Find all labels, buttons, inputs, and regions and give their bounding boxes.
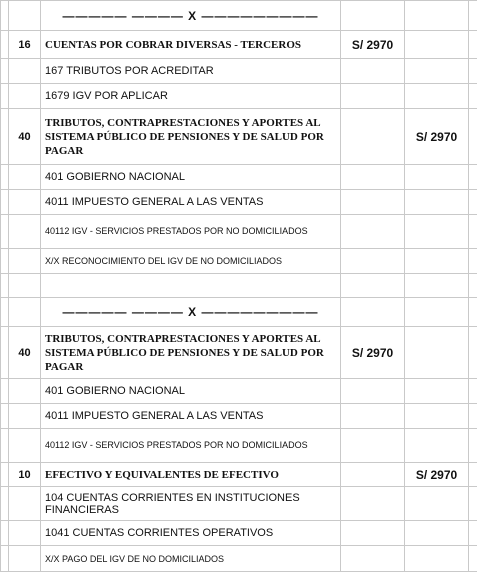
margin-cell	[469, 463, 477, 487]
margin-cell	[469, 546, 477, 572]
credit-amount-cell	[405, 249, 469, 274]
credit-amount-cell: S/ 2970	[405, 463, 469, 487]
table-row	[1, 215, 477, 249]
credit-amount-cell	[405, 165, 469, 190]
margin-cell	[1, 298, 9, 327]
margin-cell	[1, 429, 9, 463]
description-cell: 1041 CUENTAS CORRIENTES OPERATIVOS	[41, 521, 341, 546]
margin-cell	[1, 215, 9, 249]
account-code-cell	[9, 249, 41, 274]
account-code-cell	[9, 487, 41, 521]
table-row	[1, 190, 477, 215]
credit-amount-cell: S/ 2970	[405, 109, 469, 165]
debit-amount-cell: S/ 2970	[341, 327, 405, 379]
description-cell: 40112 IGV - SERVICIOS PRESTADOS POR NO DOMICILIADOS	[41, 215, 341, 249]
margin-cell	[469, 487, 477, 521]
description-cell: X/X RECONOCIMIENTO DEL IGV DE NO DOMICILIADOS	[41, 249, 341, 274]
margin-cell	[1, 1, 9, 31]
debit-amount-cell	[341, 84, 405, 109]
account-code-cell: 40	[9, 109, 41, 165]
credit-amount-cell	[405, 1, 469, 31]
credit-amount-cell	[405, 404, 469, 429]
margin-cell	[1, 59, 9, 84]
margin-cell	[1, 249, 9, 274]
account-code-cell	[9, 84, 41, 109]
margin-cell	[469, 379, 477, 404]
credit-amount-cell	[405, 546, 469, 572]
debit-amount-cell	[341, 429, 405, 463]
account-code-cell: 10	[9, 463, 41, 487]
margin-cell	[1, 463, 9, 487]
margin-cell	[469, 404, 477, 429]
table-row	[1, 165, 477, 190]
description-cell: 104 CUENTAS CORRIENTES EN INSTITUCIONES FINANCIERAS	[41, 487, 341, 521]
account-code-cell	[9, 165, 41, 190]
description-cell: 1679 IGV POR APLICAR	[41, 84, 341, 109]
credit-amount-cell	[405, 31, 469, 59]
divider-row	[1, 298, 477, 327]
description-cell: 401 GOBIERNO NACIONAL	[41, 379, 341, 404]
credit-amount-cell	[405, 215, 469, 249]
margin-cell	[1, 190, 9, 215]
credit-amount-cell	[405, 190, 469, 215]
debit-amount-cell	[341, 404, 405, 429]
margin-cell	[469, 31, 477, 59]
description-cell: TRIBUTOS, CONTRAPRESTACIONES Y APORTES AL SISTEMA PÚBLICO DE PENSIONES Y DE SALUD POR PAGAR	[41, 109, 341, 165]
margin-cell	[1, 31, 9, 59]
margin-cell	[469, 190, 477, 215]
margin-cell	[1, 274, 9, 298]
credit-amount-cell	[405, 327, 469, 379]
account-code-cell	[9, 274, 41, 298]
table-row	[1, 487, 477, 521]
account-code-cell	[9, 59, 41, 84]
debit-amount-cell	[341, 109, 405, 165]
debit-amount-cell	[341, 487, 405, 521]
margin-cell	[469, 429, 477, 463]
description-cell: ————— ———— X —————————	[41, 298, 341, 327]
description-cell: 4011 IMPUESTO GENERAL A LAS VENTAS	[41, 404, 341, 429]
margin-cell	[469, 84, 477, 109]
margin-cell	[469, 165, 477, 190]
table-row	[1, 546, 477, 572]
description-cell: 167 TRIBUTOS POR ACREDITAR	[41, 59, 341, 84]
debit-amount-cell	[341, 274, 405, 298]
debit-amount-cell	[341, 165, 405, 190]
account-row	[1, 109, 477, 165]
debit-amount-cell: S/ 2970	[341, 31, 405, 59]
account-code-cell	[9, 521, 41, 546]
margin-cell	[469, 109, 477, 165]
description-cell	[41, 274, 341, 298]
credit-amount-cell	[405, 487, 469, 521]
account-row	[1, 463, 477, 487]
debit-amount-cell	[341, 298, 405, 327]
margin-cell	[1, 404, 9, 429]
table-row	[1, 249, 477, 274]
description-cell: 4011 IMPUESTO GENERAL A LAS VENTAS	[41, 190, 341, 215]
account-code-cell	[9, 1, 41, 31]
margin-cell	[1, 327, 9, 379]
margin-cell	[1, 487, 9, 521]
account-code-cell: 16	[9, 31, 41, 59]
credit-amount-cell	[405, 84, 469, 109]
margin-cell	[469, 298, 477, 327]
account-code-cell	[9, 404, 41, 429]
credit-amount-cell	[405, 521, 469, 546]
description-cell: 40112 IGV - SERVICIOS PRESTADOS POR NO DOMICILIADOS	[41, 429, 341, 463]
debit-amount-cell	[341, 546, 405, 572]
account-row	[1, 31, 477, 59]
table-row	[1, 84, 477, 109]
margin-cell	[1, 521, 9, 546]
description-cell: TRIBUTOS, CONTRAPRESTACIONES Y APORTES AL SISTEMA PÚBLICO DE PENSIONES Y DE SALUD POR PAGAR	[41, 327, 341, 379]
credit-amount-cell	[405, 429, 469, 463]
account-code-cell: 40	[9, 327, 41, 379]
table-row	[1, 521, 477, 546]
debit-amount-cell	[341, 190, 405, 215]
credit-amount-cell	[405, 379, 469, 404]
account-code-cell	[9, 546, 41, 572]
description-cell: CUENTAS POR COBRAR DIVERSAS - TERCEROS	[41, 31, 341, 59]
margin-cell	[1, 165, 9, 190]
description-cell: X/X PAGO DEL IGV DE NO DOMICILIADOS	[41, 546, 341, 572]
table-row	[1, 429, 477, 463]
margin-cell	[469, 521, 477, 546]
credit-amount-cell	[405, 274, 469, 298]
account-code-cell	[9, 215, 41, 249]
margin-cell	[469, 249, 477, 274]
account-code-cell	[9, 190, 41, 215]
margin-cell	[469, 1, 477, 31]
table-row	[1, 274, 477, 298]
account-code-cell	[9, 379, 41, 404]
debit-amount-cell	[341, 1, 405, 31]
margin-cell	[469, 59, 477, 84]
debit-amount-cell	[341, 379, 405, 404]
debit-amount-cell	[341, 463, 405, 487]
margin-cell	[469, 327, 477, 379]
margin-cell	[1, 109, 9, 165]
credit-amount-cell	[405, 298, 469, 327]
account-code-cell	[9, 429, 41, 463]
margin-cell	[1, 546, 9, 572]
debit-amount-cell	[341, 249, 405, 274]
margin-cell	[1, 84, 9, 109]
debit-amount-cell	[341, 215, 405, 249]
debit-amount-cell	[341, 59, 405, 84]
margin-cell	[469, 274, 477, 298]
table-row	[1, 59, 477, 84]
margin-cell	[469, 215, 477, 249]
account-row	[1, 327, 477, 379]
table-row	[1, 379, 477, 404]
divider-row	[1, 1, 477, 31]
description-cell: EFECTIVO Y EQUIVALENTES DE EFECTIVO	[41, 463, 341, 487]
credit-amount-cell	[405, 59, 469, 84]
account-code-cell	[9, 298, 41, 327]
debit-amount-cell	[341, 521, 405, 546]
description-cell: ————— ———— X —————————	[41, 1, 341, 31]
margin-cell	[1, 379, 9, 404]
description-cell: 401 GOBIERNO NACIONAL	[41, 165, 341, 190]
table-row	[1, 404, 477, 429]
